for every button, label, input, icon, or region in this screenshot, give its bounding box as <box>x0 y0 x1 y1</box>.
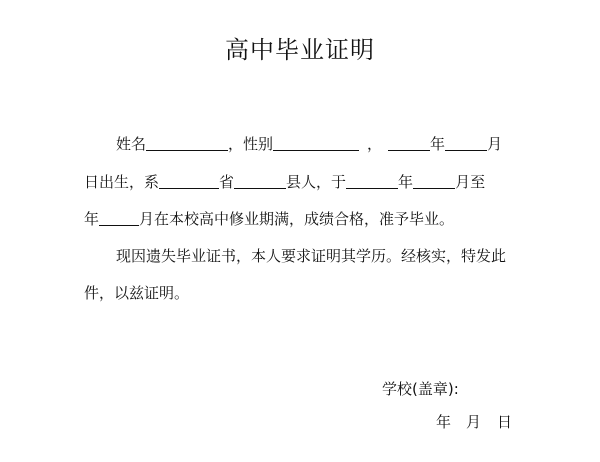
gender-label: ，性别 <box>228 135 274 153</box>
body-line-5 <box>84 282 514 304</box>
body-line-2 <box>84 171 514 193</box>
name-blank <box>146 134 228 151</box>
start-year-blank <box>346 172 398 189</box>
body-line-1 <box>84 133 514 155</box>
completion-text: 月在本校高中修业期满，成绩合格，准予毕业。 <box>139 210 455 228</box>
statement-text: 现因遗失毕业证书，本人要求证明其学历。经核实，特发此 <box>116 247 507 265</box>
county-blank <box>234 172 286 189</box>
body-line-3 <box>84 208 514 230</box>
date-month-label: 月 <box>466 413 482 431</box>
county-label: 县人，于 <box>286 173 347 191</box>
birth-month-blank <box>445 134 487 151</box>
school-seal-label: 学校(盖章): <box>382 380 459 398</box>
province-blank <box>159 172 219 189</box>
year-label: 年 <box>84 210 100 228</box>
body-line-4 <box>84 245 514 267</box>
year-label: 年 <box>430 135 446 153</box>
birth-year-blank <box>388 134 430 151</box>
end-month-blank <box>99 209 139 226</box>
comma: ， <box>367 135 383 153</box>
province-label: 省 <box>219 173 235 191</box>
date-year-label: 年 <box>436 413 452 431</box>
date-day-label: 日 <box>497 413 513 431</box>
month-to-label: 月至 <box>455 173 486 191</box>
name-label: 姓名 <box>116 135 147 153</box>
born-label: 日出生，系 <box>84 173 160 191</box>
year-label: 年 <box>398 173 414 191</box>
gender-blank <box>273 134 359 151</box>
page-title: 高中毕业证明 <box>225 36 375 64</box>
closing-text: 件，以兹证明。 <box>84 284 190 302</box>
month-label: 月 <box>487 135 503 153</box>
start-month-blank <box>413 172 455 189</box>
